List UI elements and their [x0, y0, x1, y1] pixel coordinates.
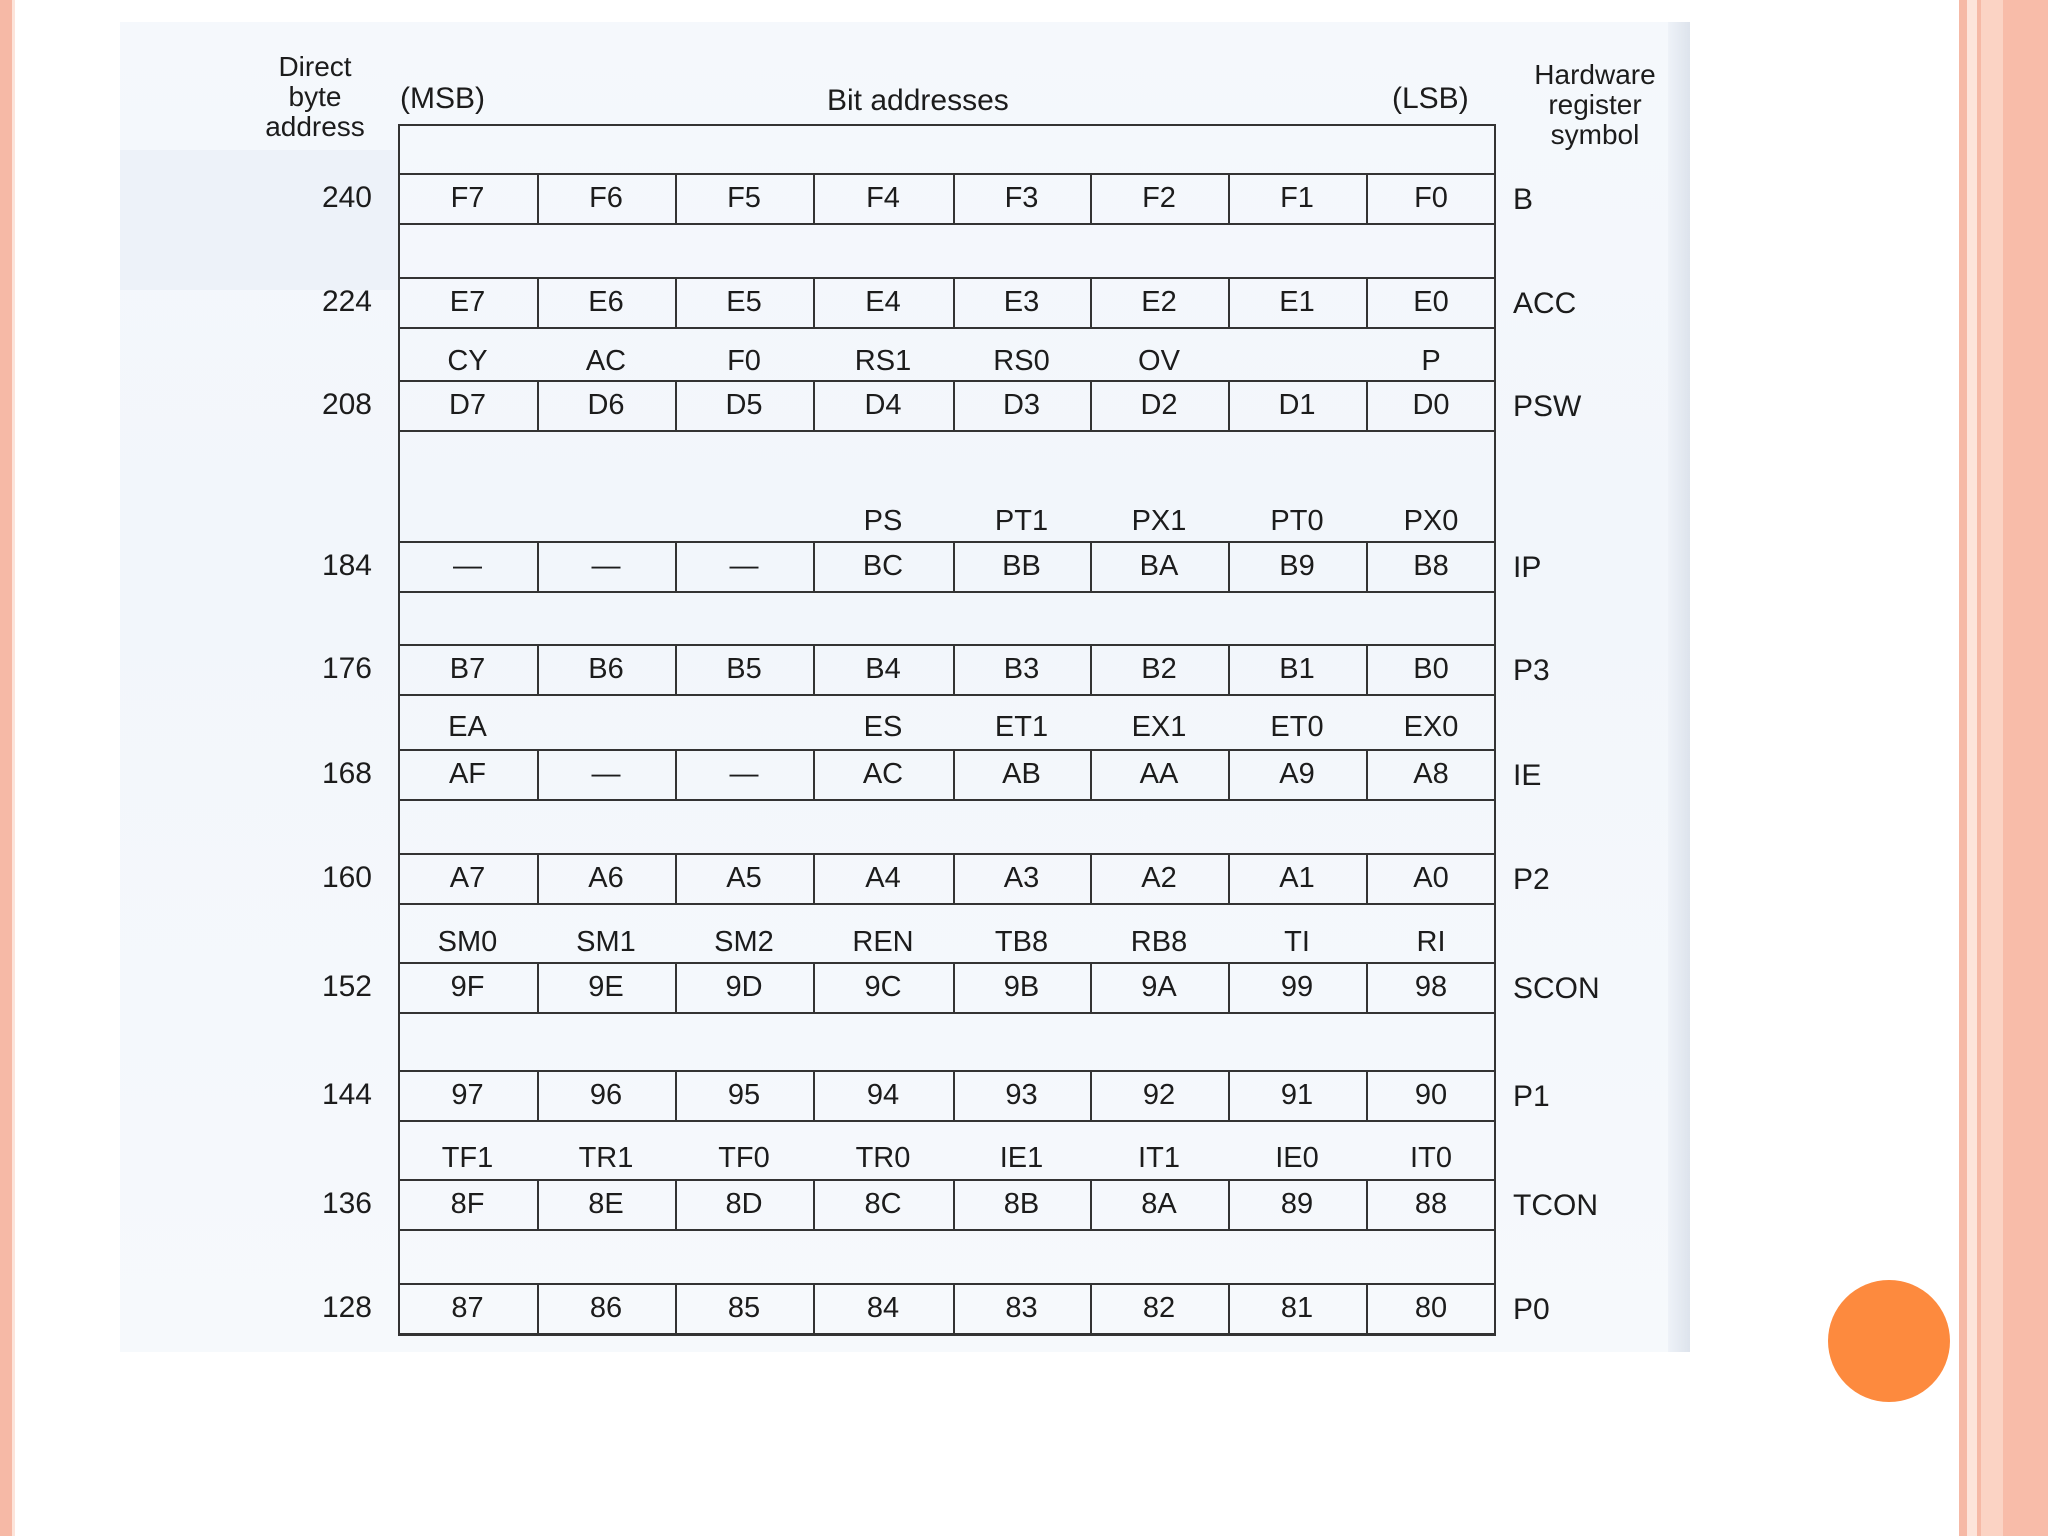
bit-address-cell: — — [591, 758, 621, 790]
bit-address-cell: 90 — [1414, 1079, 1448, 1111]
bit-name-label: TR0 — [855, 1142, 911, 1174]
bit-address-cell: 8F — [450, 1188, 485, 1220]
header-direct: Direct — [278, 51, 352, 82]
register-symbol-label: SCON — [1513, 972, 1600, 1005]
bit-name-label: AC — [585, 345, 627, 377]
bit-address-cell: D5 — [725, 389, 763, 421]
byte-address-label: 208 — [321, 388, 372, 421]
bit-address-cell: F1 — [1280, 182, 1314, 214]
bit-address-cell: F4 — [866, 182, 900, 214]
bit-address-cell: E2 — [1141, 286, 1177, 318]
header-byte: byte — [288, 81, 342, 112]
bit-address-cell: 8E — [588, 1188, 624, 1220]
bit-address-cell: B0 — [1413, 653, 1449, 685]
bit-address-cell: F6 — [589, 182, 623, 214]
register-symbol-label: B — [1513, 183, 1534, 216]
bit-address-cell: 88 — [1414, 1188, 1448, 1220]
bit-address-cell: 83 — [1005, 1292, 1038, 1324]
bit-address-cell: E3 — [1003, 286, 1040, 318]
bit-name-label: TF1 — [441, 1142, 494, 1174]
bit-address-cell: 94 — [866, 1079, 900, 1111]
bit-address-cell: A0 — [1413, 862, 1449, 894]
bit-address-cell: — — [729, 550, 759, 582]
bit-address-cell: B1 — [1279, 653, 1315, 685]
bit-name-label: IT1 — [1138, 1142, 1180, 1174]
bit-name-label: RB8 — [1130, 926, 1188, 958]
bit-address-cell: 9C — [864, 971, 902, 1003]
orange-circle-decoration — [1828, 1280, 1950, 1402]
bit-address-cell: 89 — [1280, 1188, 1314, 1220]
bit-name-label: REN — [852, 926, 914, 958]
right-border-stripe — [1967, 0, 1977, 1536]
row-top-line — [398, 962, 1496, 964]
bit-address-cell: B6 — [588, 653, 624, 685]
row-bottom-line — [398, 1229, 1496, 1231]
bit-name-label: F0 — [727, 345, 761, 377]
header-lsb: (LSB) — [1392, 82, 1469, 115]
left-border-highlight — [12, 0, 15, 1536]
register-symbol-label: IP — [1513, 551, 1542, 584]
bit-address-cell: AA — [1139, 758, 1179, 790]
row-top-line — [398, 541, 1496, 543]
bit-address-cell: 87 — [451, 1292, 484, 1324]
bit-name-label: RS0 — [993, 345, 1050, 377]
bit-address-cell: BC — [862, 550, 904, 582]
bit-name-label: IE0 — [1275, 1142, 1319, 1174]
bit-address-cell: 8D — [725, 1188, 763, 1220]
bit-address-cell: 9D — [725, 971, 763, 1003]
bit-name-label: SM2 — [714, 926, 774, 958]
bit-address-cell: B8 — [1413, 550, 1449, 582]
bit-address-cell: B7 — [449, 653, 486, 685]
register-symbol-label: PSW — [1513, 390, 1582, 423]
bit-address-cell: — — [453, 550, 482, 582]
register-symbol-label: P1 — [1513, 1080, 1550, 1113]
bit-address-cell: D4 — [864, 389, 902, 421]
row-top-line — [398, 1070, 1496, 1072]
byte-address-label: 224 — [321, 285, 372, 318]
bit-address-cell: E1 — [1279, 286, 1315, 318]
row-top-line — [398, 173, 1496, 175]
bit-address-cell: 81 — [1280, 1292, 1314, 1324]
bit-address-cell: AF — [448, 758, 487, 790]
bit-address-cell: 99 — [1280, 971, 1314, 1003]
bit-address-cell: D6 — [587, 389, 625, 421]
right-border-stripe — [2003, 0, 2048, 1536]
bit-address-cell: 95 — [727, 1079, 761, 1111]
byte-address-label: 152 — [321, 970, 372, 1003]
bit-address-cell: F5 — [727, 182, 761, 214]
bit-address-cell: A1 — [1279, 862, 1315, 894]
right-border-stripe — [1981, 0, 2003, 1536]
bit-address-cell: 82 — [1142, 1292, 1176, 1324]
bit-address-cell: F0 — [1414, 182, 1448, 214]
bit-address-cell: D0 — [1412, 389, 1450, 421]
byte-address-label: 160 — [321, 861, 372, 894]
bit-name-label: TR1 — [578, 1142, 634, 1174]
byte-address-label: 144 — [321, 1078, 372, 1111]
bit-address-cell: E7 — [449, 286, 486, 318]
byte-address-label: 136 — [321, 1187, 372, 1220]
header-address: address — [265, 111, 365, 142]
bit-address-cell: 9B — [1003, 971, 1040, 1003]
byte-address-label: 176 — [321, 652, 372, 685]
bit-address-cell: AC — [862, 758, 904, 790]
bit-name-label: SM1 — [576, 926, 636, 958]
row-top-line — [398, 1283, 1496, 1285]
bit-name-label: PT1 — [994, 505, 1049, 537]
bit-name-label: OV — [1138, 345, 1180, 377]
row-bottom-line — [398, 694, 1496, 696]
bit-address-cell: A6 — [588, 862, 624, 894]
bit-name-label: PX0 — [1403, 505, 1459, 537]
bit-name-label: PX1 — [1131, 505, 1187, 537]
row-bottom-line — [398, 430, 1496, 432]
bit-address-cell: D2 — [1140, 389, 1178, 421]
bit-name-label: SM0 — [437, 926, 498, 958]
bit-address-cell: 9E — [588, 971, 624, 1003]
row-bottom-line — [398, 1120, 1496, 1122]
scan-shade — [120, 150, 400, 290]
row-bottom-line — [398, 1012, 1496, 1014]
bit-address-cell: A5 — [726, 862, 762, 894]
bit-address-cell: — — [729, 758, 759, 790]
bit-address-cell: E0 — [1413, 286, 1449, 318]
bit-address-cell: AB — [1002, 758, 1041, 790]
bit-name-label: EX0 — [1403, 711, 1459, 743]
bit-address-cell: 80 — [1414, 1292, 1448, 1324]
bit-address-cell: 97 — [451, 1079, 484, 1111]
bit-name-label: ET1 — [994, 711, 1049, 743]
row-bottom-line — [398, 223, 1496, 225]
bit-address-cell: BB — [1002, 550, 1041, 582]
header-register: register — [1548, 89, 1642, 120]
bit-address-cell: F3 — [1004, 182, 1039, 214]
bit-address-cell: — — [591, 550, 621, 582]
bit-name-label: RI — [1416, 926, 1446, 958]
row-bottom-line — [398, 799, 1496, 801]
bit-address-cell: 93 — [1005, 1079, 1038, 1111]
row-bottom-line — [398, 903, 1496, 905]
bit-name-label: PT0 — [1270, 505, 1324, 537]
row-top-line — [398, 1179, 1496, 1181]
bit-address-cell: 9A — [1141, 971, 1177, 1003]
bit-address-cell: A3 — [1003, 862, 1040, 894]
register-symbol-label: TCON — [1513, 1189, 1598, 1222]
register-symbol-label: ACC — [1513, 287, 1577, 320]
row-bottom-line — [398, 1333, 1496, 1335]
bit-address-cell: 86 — [589, 1292, 623, 1324]
bit-name-label: RS1 — [854, 345, 912, 377]
bit-address-cell: B5 — [726, 653, 762, 685]
bit-address-cell: B4 — [865, 653, 901, 685]
bit-address-cell: B9 — [1279, 550, 1315, 582]
bit-name-label: PS — [863, 505, 903, 537]
header-bit-addresses: Bit addresses — [827, 84, 1009, 117]
bit-address-cell: 85 — [727, 1292, 761, 1324]
bit-address-cell: A2 — [1141, 862, 1177, 894]
header-hardware: Hardware — [1534, 59, 1656, 90]
row-bottom-line — [398, 327, 1496, 329]
left-border-stripe — [0, 0, 12, 1536]
bit-address-cell: E5 — [726, 286, 762, 318]
byte-address-label: 128 — [321, 1291, 372, 1324]
row-top-line — [398, 853, 1496, 855]
bit-name-label: EX1 — [1131, 711, 1187, 743]
byte-address-label: 184 — [321, 549, 372, 582]
row-top-line — [398, 380, 1496, 382]
register-symbol-label: P3 — [1513, 654, 1550, 687]
header-symbol: symbol — [1550, 119, 1640, 150]
bit-address-cell: BA — [1139, 550, 1179, 582]
bit-name-label: EA — [448, 711, 487, 743]
bit-name-label: TF0 — [718, 1142, 770, 1174]
bit-address-cell: D3 — [1002, 389, 1041, 421]
row-top-line — [398, 644, 1496, 646]
bit-address-cell: 9F — [450, 971, 485, 1003]
byte-address-label: 168 — [321, 757, 372, 790]
scan-page-edge — [1668, 22, 1690, 1352]
bit-address-cell: E4 — [865, 286, 901, 318]
bit-name-label: TB8 — [994, 926, 1049, 958]
bit-address-cell: F2 — [1142, 182, 1176, 214]
bit-address-cell: E6 — [588, 286, 624, 318]
register-symbol-label: P0 — [1513, 1293, 1550, 1326]
bit-address-cell: 92 — [1142, 1079, 1176, 1111]
bit-address-cell: 8B — [1003, 1188, 1040, 1220]
bit-address-cell: 84 — [866, 1292, 900, 1324]
bit-address-cell: 96 — [589, 1079, 623, 1111]
bit-address-cell: A4 — [865, 862, 901, 894]
bit-name-label: P — [1421, 345, 1441, 377]
bit-address-cell: D7 — [448, 389, 487, 421]
bit-address-cell: A8 — [1413, 758, 1449, 790]
bit-name-label: CY — [447, 345, 488, 377]
bit-address-cell: A7 — [449, 862, 486, 894]
row-bottom-line — [398, 591, 1496, 593]
row-top-line — [398, 749, 1496, 751]
bit-name-label: IT0 — [1410, 1142, 1452, 1174]
bit-address-cell: D1 — [1278, 389, 1316, 421]
register-symbol-label: IE — [1513, 759, 1542, 792]
bit-name-label: ET0 — [1270, 711, 1324, 743]
byte-address-label: 240 — [321, 181, 372, 214]
bit-address-cell: 91 — [1280, 1079, 1314, 1111]
bit-address-cell: B3 — [1003, 653, 1040, 685]
right-border-stripe — [1959, 0, 1967, 1536]
bit-address-cell: 8A — [1141, 1188, 1177, 1220]
row-top-line — [398, 277, 1496, 279]
bit-address-cell: F7 — [450, 182, 485, 214]
bit-address-cell: 98 — [1414, 971, 1448, 1003]
bit-name-label: TI — [1284, 926, 1310, 958]
bit-address-cell: A9 — [1279, 758, 1315, 790]
bit-name-label: ES — [863, 711, 903, 743]
bit-name-label: IE1 — [999, 1142, 1044, 1174]
header-msb: (MSB) — [400, 82, 485, 115]
bit-address-cell: 8C — [864, 1188, 902, 1220]
register-symbol-label: P2 — [1513, 863, 1550, 896]
bit-address-cell: B2 — [1141, 653, 1177, 685]
